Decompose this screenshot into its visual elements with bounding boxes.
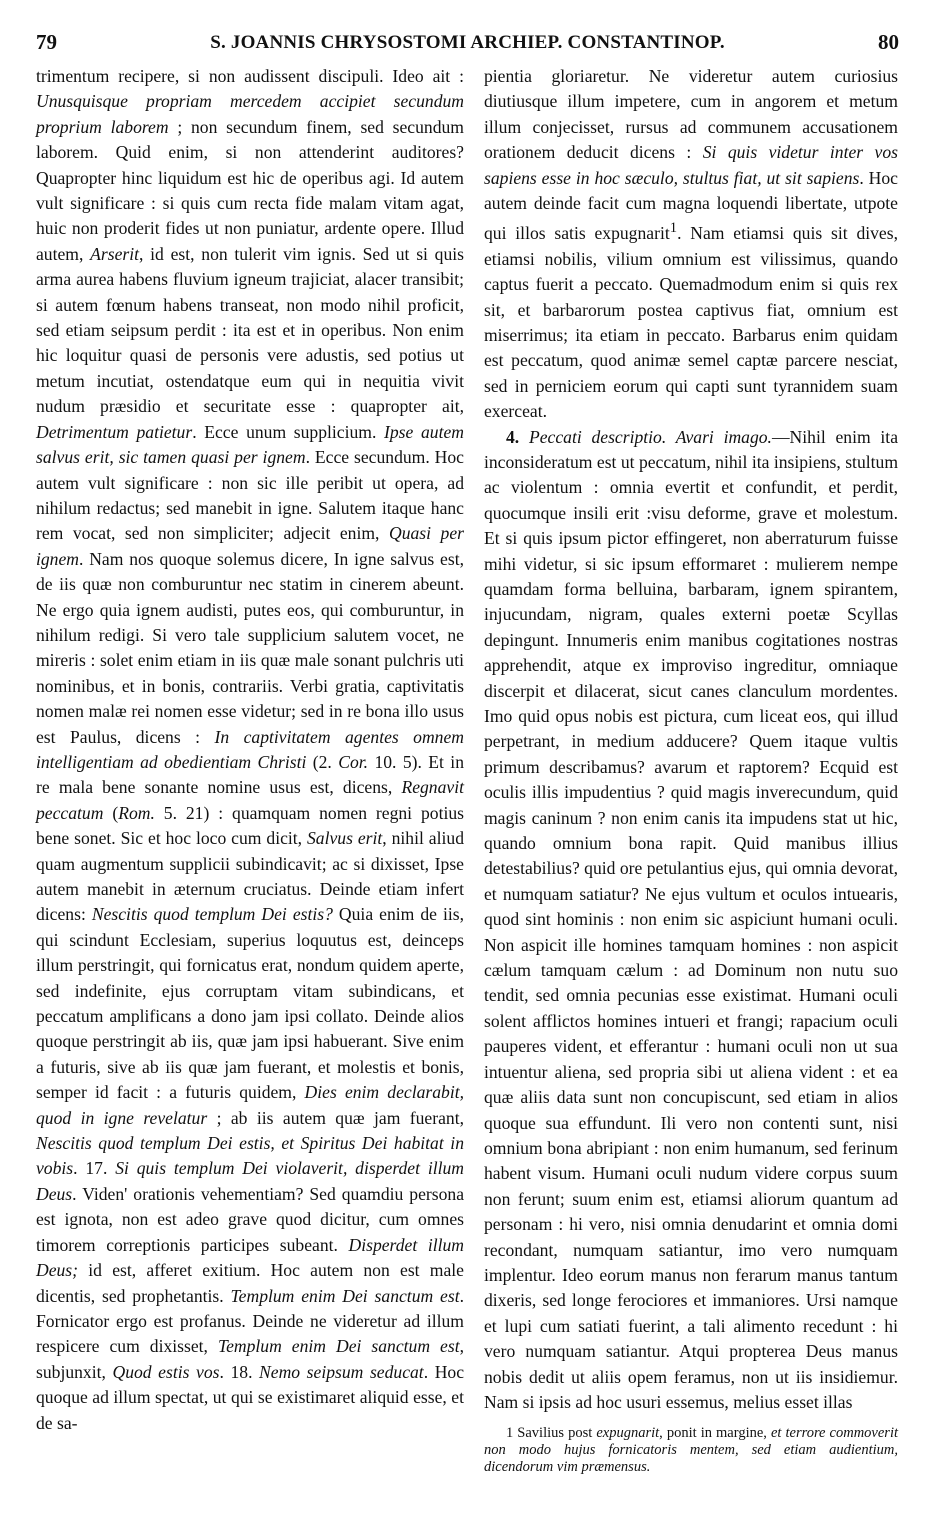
text-run: pientia gloriaretur. Ne videretur autem curiosius diutiusque illum impetere, cum in angorem et metum illum conjecisset, rursus ad communem accusationem orationem deducit dicens : [484,66,898,163]
text-run: Arserit [90,243,140,264]
text-run: . 18. [219,1361,260,1382]
text-run: Regnavit peccatum [36,777,464,823]
text-run: Disperdet illum Deus; [36,1234,464,1281]
text-run: , id est, non tulerit vim ignis. Sed ut si quis arma aurea habens fluvium igneum trajiciat, alacer transibit; si autem fœnum habens transeat, non modo nihil proficit, sed etiam seipsum perdit : ita est et in operibus. Non enim hic loquitur quasi de personis vere adustis, sed potius ut metum incutiat, ostendatque eum qui in nequitia vivit nudum præsidio et securitate esse : quapropter ait, [36,243,464,417]
text-run: Unusquisque propriam mercedem accipiet secundum proprium laborem [36,91,464,137]
text-run: , subjunxit, [36,1336,464,1382]
text-run: Detrimentum patietur [36,421,193,442]
text-run: 5. 21) : quamquam nomen regni potius bene sonet. Sic et hoc loco cum dicit, [36,802,464,849]
left-column-paragraph-1 [36,64,464,1436]
text-run: Templum enim Dei sanctum est [217,1336,460,1357]
text-run: . Hoc quoque ad illum spectat, ut qui se existimaret aliquid esse, et de sa- [36,1361,464,1433]
text-run: 1 Savilius post [506,1425,597,1442]
left-column [36,64,464,1436]
text-run: Quia enim de iis, qui scindunt Ecclesiam, superius loquutus est, deinceps illum perstringit, qui fornicatus erat, nondum quidem aperte, sed indefinite, ejus corruptam vitam subindicans, et peccatum amplificans a dono jam ipsi collato. Deinde alios quoque perstringit ab iis, quæ jam ipsi habuerant. Sive enim a futuris, sive ab iis quæ jam fuerant, et molestis et bonis, semper id facit : a futuris quidem, [36,904,464,1103]
text-run: ; non secundum finem, sed secundum laborem. Quid enim, si non attenderint auditores? Quapropter hinc liquidum est hic de operibus agi. Id autem vult significare : si quis cum recta fide malam vitam agat, huic non proderit fides ut non puniatur, ardente opere. Illud autem, [36,116,464,264]
text-run: . Ecce unum supplicium. [192,421,385,442]
text-run: Nemo seipsum seducat [259,1361,424,1382]
right-page-number: 80 [878,30,899,54]
text-run: (2. [306,751,339,772]
text-run: Rom. [118,802,155,823]
right-column-paragraph-1 [484,64,898,425]
text-run: et terrore commoverit non modo hujus fornicatoris mentem, sed etiam audientium, dicendorum vim præmensus. [484,1425,898,1476]
text-run: . 17. [73,1158,116,1179]
text-run: Salvus erit [307,828,383,849]
text-run: . Nam nos quoque solemus dicere, In igne salvus est, de iis quæ non comburuntur nec statim in cinerem abeunt. Ne ergo quia ignem audisti, putes eos, qui comburuntur, in nihilum redigi. Si vero tale supplicium salutem vocet, ne mireris : solet enim etiam in iis quæ male sonant pulchris uti nominibus, et in bonis, contrariis. Verbi gratia, captivitatis nomen malæ rei nomen esse videtur; sed in re bona illo usus est Paulus, dicens : [36,548,464,747]
text-run: Dies enim declarabit, quod in igne revelatur [36,1082,464,1128]
text-run: . Viden' orationis vehementiam? Sed quamdiu persona est ignota, non est adeo grave quod dicitur, cum omnes timorem correptionis participes subeant. [36,1183,464,1255]
text-run: Cor. [338,751,369,772]
text-run: —Nihil enim ita inconsideratum est ut peccatum, nihil ita insipiens, stultum ac violentum : omnia evertit et confundit, et perdit, quocumque insili erit :visu deforme, grave et molestum. Et si quis ipsum pictor effingeret, non aberraturum fuisse mihi videtur, si sic ipsum efformaret : mulierem nempe quamdam forma belluina, barbaram, ignem spirantem, injucundam, nigram, quales externi poetæ Scyllas depingunt. Innumeris enim manibus cogitationes nostras apprehendit, atque ex improviso ingreditur, omniaque discerpit et dilacerat, sicut canes clanculum mordentes. Imo quid opus nobis est pictura, cum liceat eos, qui illud perpetrant, in medium adducere? Quem itaque vultis primum describamus? avarum et raptorem? Ecquid est oculis illis impudentius ? quid magis inverecundum, quid magis caninum ? non enim canis ita impudens stat ut hic, quando omnium bona rapit. Quid manibus illius detestabilius? quid ore petulantius ejus, qui omnia devorat, et numquam satiatur? Ne ejus vultum et oculos intuearis, quod sint hominis : non enim sic aspiciunt humani oculi. Non aspicit ille homines tamquam homines : non aspicit cælum tamquam cælum : ad Dominum non nutu suo tendit, sed omnia pecunias esse existimat. Humani oculi solent afflictos homines intueri et frangi; rapacium oculi pauperes vident, et efferantur : humani oculi non ut sua intuentur aliena, sed propria sibi ut aliena vident : et ea quæ aliis data sunt non concupiscunt, sed etiam in alios quoque sua effundunt. Ili vero non contenti sunt, nisi omnium bona abripiant : non enim humanum, sed ferinum habent visum. Humani oculi nudum videre corpus suum non ferunt; suum enim est, etiamsi aliorum quantum ad personam : hi vero, nisi omnia denudarint et omnia domi recondant, numquam satiantur, imo vero numquam implentur. Ideo eorum manus non ferarum manus tantum dixeris, sed longe ferociores et immaniores. Ursi namque et lupi cum satiati fuerint, a tali alimento recedunt : hi vero numquam satiantur. Atqui propterea Deus manus nobis dedit ut aliis opem feramus, non ut iis insidiemur. Nam si ipsis ad hoc usuri essemus, melius esset illas [484,426,899,1412]
running-title: S. JOANNIS CHRYSOSTOMI ARCHIEP. CONSTANTINOP. [210,32,725,53]
text-run: id est, afferet exitium. Hoc autem non est male dicentis, sed prophetantis. [36,1260,464,1306]
right-column-paragraph-2 [484,425,898,1416]
text-run: 10. 5). Et in re mala bene sonante nomine usus est, dicens, [36,751,464,798]
text-run: Si quis templum Dei violaverit, disperdet illum Deus [36,1158,465,1204]
text-run: In captivitatem agentes omnem intelligentiam ad obedientiam Christi [36,726,464,772]
text-run: Ipse autem salvus erit, sic tamen quasi per ignem [36,421,464,468]
left-page-number: 79 [36,30,57,54]
text-run: 4. [506,426,529,447]
text-run: Quod estis vos [112,1361,220,1382]
text-run: Nescitis quod templum Dei estis, et Spiritus Dei habitat in vobis [36,1133,464,1179]
right-column [484,64,898,1476]
text-run: 1 [669,220,678,237]
text-run: . Hoc autem deinde facit cum magna loquendi libertate, utpote qui illos satis expugnarit [484,167,898,244]
text-run: . Ecce secundum. Hoc autem vult significare : non sic ille peribit ut opera, ad nihilum redactus; sed manebit in igne. Salutem itaque hanc rem vocat, sed non simpliciter; adjecit enim, [36,447,464,544]
text-run: Peccati descriptio. Avari imago. [528,426,772,447]
text-run: trimentum recipere, si non audissent discipuli. Ideo ait : [36,66,464,86]
text-run: ( [103,802,119,823]
footnote [484,1425,898,1476]
running-header [36,30,899,56]
text-run: . Fornicator ergo est profanus. Deinde ne videretur ad illum respicere cum dixisset, [36,1285,464,1357]
text-run: Si quis videtur inter vos sapiens esse in hoc sæculo, stultus fiat, ut sit sapiens [484,142,899,188]
text-run: . Nam etiamsi quis sit dives, etiamsi nobilis, vilium omnium est vilissimus, quando captus fuerit a peccato. Quemadmodum enim si quis rex sit, et barbarorum postea captivus fiat, omnium est miserrimus; ita etiam in peccato. Barbarus enim quidam est peccatum, quod animæ semel captæ parcere nesciat, sed in perniciem eorum qui capti sunt tyrannidem suam exerceat. [484,223,898,422]
text-run: expugnarit [596,1425,660,1442]
text-run: Nescitis quod templum Dei estis? [91,904,333,925]
text-run: Templum enim Dei sanctum est [230,1285,460,1306]
text-run: , ponit in margine, [659,1425,771,1442]
text-run: , nihil aliud quam augmentum supplicii subindicavit; ac si dixisset, Ipse autem manebit in æternum cruciatus. Deinde etiam infert dicens: [36,828,464,925]
text-run: ; ab iis autem quæ jam fuerant, [207,1107,464,1128]
text-run: Quasi per ignem [36,523,464,569]
